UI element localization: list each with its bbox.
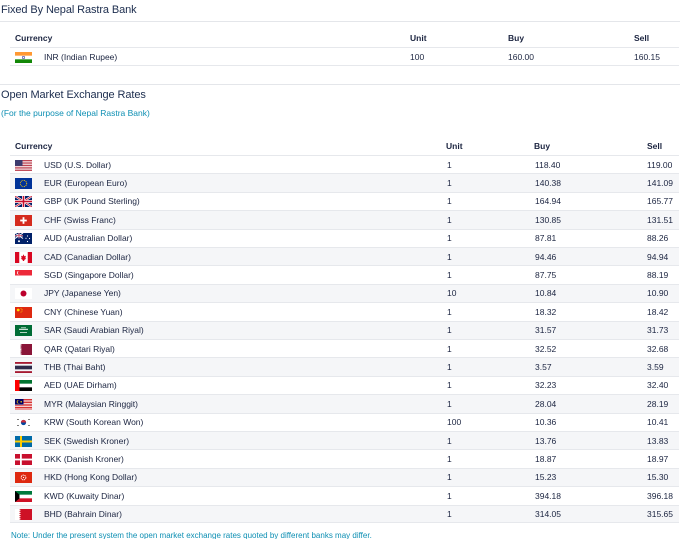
sell-rate: 10.90	[647, 288, 669, 299]
currency-name: BHD (Bahrain Dinar)	[44, 509, 122, 520]
unit-value: 1	[447, 454, 452, 465]
header-unit: Unit	[410, 33, 427, 43]
canada-flag-icon	[15, 252, 32, 263]
sell-rate: 28.19	[647, 398, 669, 409]
unit-value: 1	[447, 435, 452, 446]
buy-rate: 28.04	[535, 398, 557, 409]
unit-value: 100	[447, 417, 462, 428]
sell-rate: 119.00	[647, 159, 673, 170]
switzerland-flag-icon	[15, 215, 32, 226]
sell-rate: 18.42	[647, 306, 669, 317]
currency-name: CHF (Swiss Franc)	[44, 214, 116, 225]
unit-value: 1	[447, 343, 452, 354]
table-row	[10, 394, 679, 412]
buy-rate: 31.57	[535, 325, 557, 336]
buy-rate: 10.36	[535, 417, 557, 428]
australia-flag-icon	[15, 233, 32, 244]
unit-value: 1	[447, 325, 452, 336]
divider	[0, 21, 680, 22]
buy-rate: 140.38	[535, 178, 561, 189]
currency-name: USD (U.S. Dollar)	[44, 159, 112, 170]
table-row	[10, 486, 679, 504]
unit-value: 1	[447, 214, 452, 225]
unit-value: 1	[447, 490, 452, 501]
singapore-flag-icon	[15, 270, 32, 281]
bahrain-flag-icon	[15, 509, 32, 520]
unit-value: 1	[447, 398, 452, 409]
table-row	[10, 192, 679, 210]
sell-rate: 3.59	[647, 362, 664, 373]
header-buy: Buy	[534, 141, 551, 151]
fixed-section-title: Fixed By Nepal Rastra Bank	[1, 4, 137, 16]
table-row	[10, 210, 679, 228]
china-flag-icon	[15, 307, 32, 318]
table-row	[10, 173, 679, 191]
unit-value: 1	[447, 159, 452, 170]
unit-value: 1	[447, 270, 452, 281]
currency-name: AUD (Australian Dollar)	[44, 233, 133, 244]
header-buy: Buy	[508, 33, 525, 43]
currency-name: CNY (Chinese Yuan)	[44, 306, 123, 317]
sell-rate: 32.68	[647, 343, 669, 354]
sell-rate: 13.83	[647, 435, 669, 446]
unit-value: 1	[447, 509, 452, 520]
currency-name: CAD (Canadian Dollar)	[44, 251, 131, 262]
currency-name: THB (Thai Baht)	[44, 362, 106, 373]
sell-rate: 315.65	[647, 509, 673, 520]
thailand-flag-icon	[15, 362, 32, 373]
sell-rate: 15.30	[647, 472, 669, 483]
unit-value: 1	[447, 251, 452, 262]
sell-rate: 160.15	[634, 52, 660, 62]
table-row	[10, 431, 679, 449]
unit-value: 1	[447, 306, 452, 317]
table-row	[10, 302, 679, 320]
uae-flag-icon	[15, 380, 32, 391]
buy-rate: 164.94	[535, 196, 561, 207]
eu-flag-icon	[15, 178, 32, 189]
unit-value: 1	[447, 233, 452, 244]
buy-rate: 32.52	[535, 343, 557, 354]
table-row	[10, 376, 679, 394]
sell-rate: 88.19	[647, 270, 669, 281]
sweden-flag-icon	[15, 436, 32, 447]
buy-rate: 18.32	[535, 306, 557, 317]
header-sell: Sell	[647, 141, 663, 151]
currency-name: KRW (South Korean Won)	[44, 417, 144, 428]
buy-rate: 87.81	[535, 233, 557, 244]
unit-value: 1	[447, 472, 452, 483]
table-row	[10, 321, 679, 339]
currency-name: GBP (UK Pound Sterling)	[44, 196, 140, 207]
sell-rate: 18.97	[647, 454, 669, 465]
currency-name: SAR (Saudi Arabian Riyal)	[44, 325, 144, 336]
saudi-arabia-flag-icon	[15, 325, 32, 336]
table-row	[10, 413, 679, 431]
denmark-flag-icon	[15, 454, 32, 465]
open-section-subtitle: (For the purpose of Nepal Rastra Bank)	[1, 108, 150, 118]
sell-rate: 94.94	[647, 251, 669, 262]
unit-value: 1	[447, 362, 452, 373]
sell-rate: 165.77	[647, 196, 673, 207]
unit-value: 100	[410, 52, 425, 62]
table-row	[10, 265, 679, 283]
currency-name: AED (UAE Dirham)	[44, 380, 117, 391]
unit-value: 10	[447, 288, 457, 299]
buy-rate: 394.18	[535, 490, 561, 501]
sell-rate: 141.09	[647, 178, 673, 189]
hong-kong-flag-icon	[15, 472, 32, 483]
unit-value: 1	[447, 178, 452, 189]
table-row	[10, 229, 679, 247]
sell-rate: 10.41	[647, 417, 669, 428]
currency-name: EUR (European Euro)	[44, 178, 128, 189]
japan-flag-icon	[15, 288, 32, 299]
sell-rate: 88.26	[647, 233, 669, 244]
header-currency: Currency	[15, 141, 53, 151]
sell-rate: 396.18	[647, 490, 673, 501]
buy-rate: 118.40	[535, 159, 561, 170]
south-korea-flag-icon	[15, 417, 32, 428]
divider	[0, 84, 680, 85]
india-flag-icon	[15, 52, 32, 63]
table-row	[10, 339, 679, 357]
table-row	[10, 449, 679, 467]
kuwait-flag-icon	[15, 491, 32, 502]
buy-rate: 18.87	[535, 454, 557, 465]
header-sell: Sell	[634, 33, 650, 43]
buy-rate: 10.84	[535, 288, 557, 299]
buy-rate: 94.46	[535, 251, 557, 262]
buy-rate: 87.75	[535, 270, 557, 281]
currency-name: DKK (Danish Kroner)	[44, 454, 124, 465]
unit-value: 1	[447, 380, 452, 391]
table-row	[10, 284, 679, 302]
currency-name: HKD (Hong Kong Dollar)	[44, 472, 138, 483]
currency-name: SGD (Singapore Dollar)	[44, 270, 134, 281]
buy-rate: 160.00	[508, 52, 534, 62]
disclaimer-note: Note: Under the present system the open market exchange rates quoted by different banks may differ.	[11, 531, 372, 539]
header-unit: Unit	[446, 141, 463, 151]
qatar-flag-icon	[15, 344, 32, 355]
table-row	[10, 505, 679, 523]
unit-value: 1	[447, 196, 452, 207]
currency-name: MYR (Malaysian Ringgit)	[44, 398, 138, 409]
buy-rate: 32.23	[535, 380, 557, 391]
currency-name: SEK (Swedish Kroner)	[44, 435, 130, 446]
open-section-title: Open Market Exchange Rates	[1, 89, 146, 101]
buy-rate: 314.05	[535, 509, 561, 520]
currency-name: KWD (Kuwaity Dinar)	[44, 490, 125, 501]
sell-rate: 31.73	[647, 325, 669, 336]
usa-flag-icon	[15, 160, 32, 171]
buy-rate: 15.23	[535, 472, 557, 483]
buy-rate: 13.76	[535, 435, 557, 446]
currency-name: QAR (Qatari Riyal)	[44, 343, 115, 354]
sell-rate: 32.40	[647, 380, 669, 391]
buy-rate: 130.85	[535, 214, 561, 225]
malaysia-flag-icon	[15, 399, 32, 410]
table-row	[10, 47, 679, 66]
table-row	[10, 357, 679, 375]
sell-rate: 131.51	[647, 214, 673, 225]
uk-flag-icon	[15, 196, 32, 207]
header-currency: Currency	[15, 33, 53, 43]
table-row	[10, 247, 679, 265]
currency-name: INR (Indian Rupee)	[44, 52, 118, 62]
table-row	[10, 155, 679, 173]
currency-name: JPY (Japanese Yen)	[44, 288, 121, 299]
table-row	[10, 468, 679, 486]
buy-rate: 3.57	[535, 362, 552, 373]
